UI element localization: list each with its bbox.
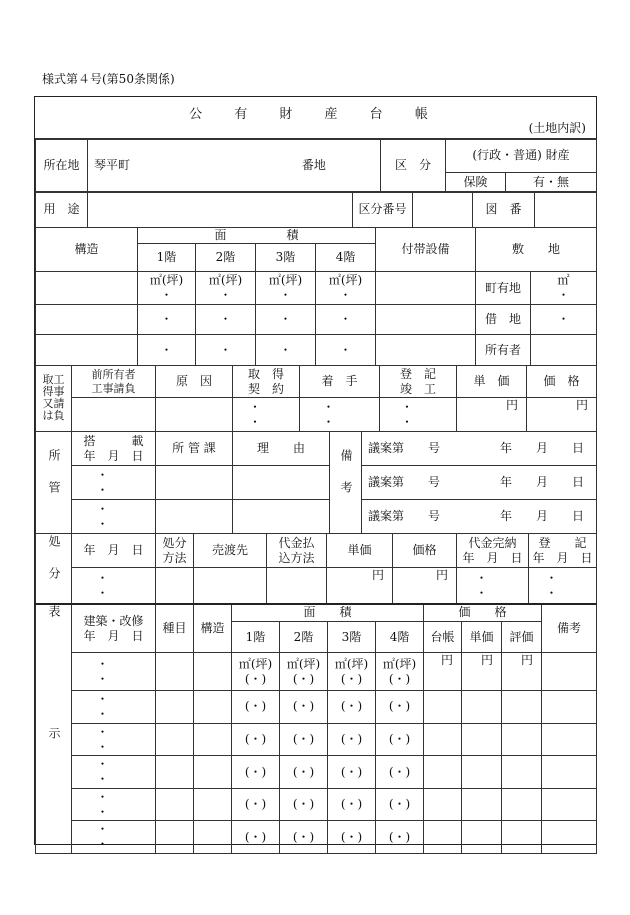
- shokan-ka-header: 所 管 課: [156, 432, 233, 466]
- shobun-register-field[interactable]: ・ ・: [529, 568, 597, 604]
- hoken-value: 有・無: [506, 173, 597, 193]
- area-table: [35, 227, 597, 366]
- ledger-price-field[interactable]: [424, 756, 462, 789]
- floor-3-field[interactable]: ㎡(坪) ・: [256, 272, 316, 305]
- shobun-table: [35, 533, 597, 604]
- acquire-side-label: 取工得事又請は負: [36, 366, 72, 432]
- hyoji-biko-field[interactable]: [542, 653, 597, 691]
- previous-owner-header: 前所有者 工事請負: [72, 366, 156, 398]
- shobun-method-header: 処分 方法: [156, 534, 194, 568]
- table-row: [36, 653, 597, 691]
- appraisal-field[interactable]: [502, 788, 542, 821]
- shobun-unit-price-header: 単価: [327, 534, 393, 568]
- floor-3-field[interactable]: ・: [256, 305, 316, 335]
- shokan-ka-field[interactable]: [156, 500, 233, 534]
- hyoji-kozo-field[interactable]: [194, 788, 232, 821]
- type-header: 種目: [156, 604, 194, 653]
- floor-2-header: 2階: [196, 244, 256, 272]
- shobun-price-header: 価格: [393, 534, 457, 568]
- previous-owner-field[interactable]: [72, 398, 156, 432]
- hyoji-floor-1-field[interactable]: (・): [232, 788, 280, 821]
- biko-label: 備考: [330, 432, 362, 534]
- table-row: [36, 821, 597, 854]
- shokan-ka-field[interactable]: [156, 466, 233, 500]
- shikichi-header: 敷 地: [476, 228, 597, 272]
- shokan-table: [35, 431, 597, 534]
- type-field[interactable]: [156, 756, 194, 789]
- hyoji-floor-3-field[interactable]: (・): [328, 756, 376, 789]
- table-row: [36, 756, 597, 789]
- hyoji-biko-field[interactable]: [542, 723, 597, 756]
- floor-4-header: 4階: [316, 244, 376, 272]
- appraisal-field[interactable]: [502, 821, 542, 854]
- type-field[interactable]: [156, 821, 194, 854]
- ledger-title-block: [35, 97, 596, 140]
- hyoji-floor-2-field[interactable]: (・): [280, 756, 328, 789]
- location-table: [35, 138, 597, 193]
- floor-1-field[interactable]: ・: [138, 335, 196, 366]
- use-field[interactable]: [88, 192, 353, 228]
- hyoji-kozo-field[interactable]: [194, 723, 232, 756]
- buyer-header: 売渡先: [194, 534, 267, 568]
- payment-method-field[interactable]: [267, 568, 327, 604]
- banchi-label: 番地: [301, 158, 326, 172]
- payment-complete-field[interactable]: ・ ・: [457, 568, 529, 604]
- hyoji-side-label: 表示: [36, 604, 72, 854]
- hyoji-floor-4-field[interactable]: (・): [376, 788, 424, 821]
- form-label: 様式第４号(第50条関係): [42, 72, 175, 86]
- buyer-field[interactable]: [194, 568, 267, 604]
- hyoji-floor-3-field[interactable]: (・): [328, 723, 376, 756]
- type-field[interactable]: [156, 788, 194, 821]
- floor-4-field[interactable]: ・: [316, 305, 376, 335]
- hyoji-floor-4-header: 4階: [376, 621, 424, 653]
- location-field[interactable]: [88, 139, 381, 193]
- floor-3-field[interactable]: ・: [256, 335, 316, 366]
- unit-price-header: 単 価: [457, 366, 527, 398]
- proposal-row[interactable]: 議案第 号 年 月 日: [362, 466, 597, 500]
- hyoji-kozo-header: 構造: [194, 604, 232, 653]
- floor-2-field[interactable]: ・: [196, 335, 256, 366]
- kozo-field[interactable]: [36, 335, 138, 366]
- payment-method-header: 代金払 込方法: [267, 534, 327, 568]
- hyoji-biko-field[interactable]: [542, 691, 597, 724]
- zuban-field[interactable]: [535, 192, 597, 228]
- ledger-price-field[interactable]: [424, 691, 462, 724]
- reason-field[interactable]: [233, 500, 330, 534]
- ledger-price-field[interactable]: [424, 788, 462, 821]
- reason-header: 理 由: [233, 432, 330, 466]
- floor-2-field[interactable]: ㎡(坪) ・: [196, 272, 256, 305]
- hyoji-kozo-field[interactable]: [194, 653, 232, 691]
- tosai-header: 搭 載 年 月 日: [72, 432, 156, 466]
- floor-4-field[interactable]: ・: [316, 335, 376, 366]
- cause-header: 原 因: [156, 366, 233, 398]
- hyoji-floor-3-header: 3階: [328, 621, 376, 653]
- build-date-field[interactable]: ・ ・: [72, 756, 156, 789]
- hyoji-floor-2-header: 2階: [280, 621, 328, 653]
- hyoji-floor-2-field[interactable]: (・): [280, 723, 328, 756]
- type-field[interactable]: [156, 653, 194, 691]
- hyoji-floor-1-header: 1階: [232, 621, 280, 653]
- hyoji-floor-1-field[interactable]: (・): [232, 756, 280, 789]
- hyoji-floor-2-field[interactable]: (・): [280, 691, 328, 724]
- price-header: 価 格: [527, 366, 597, 398]
- hyoji-floor-3-field[interactable]: (・): [328, 788, 376, 821]
- proposal-row[interactable]: 議案第 号 年 月 日: [362, 500, 597, 534]
- hyoji-floor-4-field[interactable]: (・): [376, 691, 424, 724]
- hyoji-floor-1-field[interactable]: ㎡(坪) (・): [232, 653, 280, 691]
- hyoji-menseki-header: 面 積: [232, 604, 424, 621]
- hyoji-floor-3-field[interactable]: (・): [328, 691, 376, 724]
- floor-2-field[interactable]: ・: [196, 305, 256, 335]
- shobun-side-label: 処分: [36, 534, 72, 604]
- appraisal-field[interactable]: [502, 723, 542, 756]
- fuzoku-field[interactable]: [376, 335, 476, 366]
- shobun-unit-price-field[interactable]: 円: [327, 568, 393, 604]
- fuzoku-field[interactable]: [376, 305, 476, 335]
- acquire-contract-header: 取 得 契 約: [233, 366, 300, 398]
- appraisal-field[interactable]: 円: [502, 653, 542, 691]
- fuzoku-header: 付帯設備: [376, 228, 476, 272]
- type-field[interactable]: [156, 723, 194, 756]
- type-field[interactable]: [156, 691, 194, 724]
- table-row: [36, 723, 597, 756]
- hyoji-unit-price-field[interactable]: 円: [462, 653, 502, 691]
- hyoji-floor-1-field[interactable]: (・): [232, 821, 280, 854]
- hyoji-floor-1-field[interactable]: (・): [232, 691, 280, 724]
- hyoji-kozo-field[interactable]: [194, 756, 232, 789]
- start-header: 着 手: [300, 366, 380, 398]
- hyoji-table: [35, 603, 597, 854]
- reason-field[interactable]: [233, 466, 330, 500]
- floor-1-field[interactable]: ・: [138, 305, 196, 335]
- ledger-price-header: 台帳: [424, 621, 462, 653]
- hyoji-floor-1-field[interactable]: (・): [232, 723, 280, 756]
- shobun-register-header: 登 記 年 月 日: [529, 534, 597, 568]
- ledger-price-field[interactable]: [424, 723, 462, 756]
- kubun-value: (行政・普通) 財産: [446, 139, 597, 173]
- shobun-date-header: 年 月 日: [72, 534, 156, 568]
- proposal-row[interactable]: 議案第 号 年 月 日: [362, 432, 597, 466]
- shobun-price-field[interactable]: 円: [393, 568, 457, 604]
- hyoji-kakaku-header: 価 格: [424, 604, 542, 621]
- land-row-value[interactable]: ・: [531, 305, 597, 335]
- ledger-price-field[interactable]: [424, 821, 462, 854]
- shobun-date-field[interactable]: ・ ・: [72, 568, 156, 604]
- floor-1-header: 1階: [138, 244, 196, 272]
- menseki-header: 面 積: [138, 228, 376, 244]
- hyoji-floor-4-field[interactable]: (・): [376, 723, 424, 756]
- shobun-method-field[interactable]: [156, 568, 194, 604]
- land-row-label: 借 地: [476, 305, 531, 335]
- unit-price-field[interactable]: 円: [457, 398, 527, 432]
- ledger-subtitle: (土地内訳): [528, 121, 586, 135]
- hyoji-kozo-field[interactable]: [194, 821, 232, 854]
- kozo-header: 構造: [36, 228, 138, 272]
- build-date-field[interactable]: ・ ・: [72, 821, 156, 854]
- hyoji-floor-2-field[interactable]: (・): [280, 788, 328, 821]
- fuzoku-field[interactable]: [376, 272, 476, 305]
- hyoji-unit-price-field[interactable]: [462, 821, 502, 854]
- kozo-field[interactable]: [36, 272, 138, 305]
- build-date-field[interactable]: ・ ・: [72, 723, 156, 756]
- hyoji-unit-price-field[interactable]: [462, 756, 502, 789]
- hyoji-floor-3-field[interactable]: ㎡(坪) (・): [328, 653, 376, 691]
- floor-1-field[interactable]: ㎡(坪) ・: [138, 272, 196, 305]
- appraisal-header: 評価: [502, 621, 542, 653]
- hyoji-floor-4-field[interactable]: ㎡(坪) (・): [376, 653, 424, 691]
- build-date-header: 建築・改修 年 月 日: [72, 604, 156, 653]
- hyoji-floor-3-field[interactable]: (・): [328, 821, 376, 854]
- hyoji-unit-price-field[interactable]: [462, 723, 502, 756]
- tosai-date-field[interactable]: ・ ・: [72, 466, 156, 500]
- land-row-value[interactable]: [531, 335, 597, 366]
- floor-3-header: 3階: [256, 244, 316, 272]
- ledger-title: 公 有 財 産 台 帳: [189, 107, 442, 122]
- build-date-field[interactable]: ・ ・: [72, 691, 156, 724]
- land-row-value[interactable]: ㎡ ・: [531, 272, 597, 305]
- location-label: 所在地: [36, 139, 88, 193]
- zuban-label: 図 番: [473, 192, 535, 228]
- appraisal-field[interactable]: [502, 691, 542, 724]
- hoken-label: 保険: [446, 173, 506, 193]
- hyoji-unit-price-field[interactable]: [462, 691, 502, 724]
- shokan-side-label: 所管: [36, 432, 72, 534]
- build-date-field[interactable]: ・ ・: [72, 653, 156, 691]
- appraisal-field[interactable]: [502, 756, 542, 789]
- hyoji-biko-field[interactable]: [542, 756, 597, 789]
- complete-date-field[interactable]: ・ ・: [380, 398, 457, 432]
- hyoji-kozo-field[interactable]: [194, 691, 232, 724]
- hyoji-floor-4-field[interactable]: (・): [376, 821, 424, 854]
- tosai-date-field[interactable]: ・ ・: [72, 500, 156, 534]
- table-row: [36, 691, 597, 724]
- hyoji-floor-2-field[interactable]: ㎡(坪) (・): [280, 653, 328, 691]
- hyoji-biko-field[interactable]: [542, 821, 597, 854]
- ledger-price-field[interactable]: 円: [424, 653, 462, 691]
- use-label: 用 途: [36, 192, 88, 228]
- kubun-no-label: 区分番号: [353, 192, 413, 228]
- hyoji-floor-4-field[interactable]: (・): [376, 756, 424, 789]
- register-complete-header: 登 記 竣 工: [380, 366, 457, 398]
- town-name: 琴平町: [94, 158, 131, 172]
- acquire-table: [35, 365, 597, 432]
- cause-field[interactable]: [156, 398, 233, 432]
- hyoji-biko-field[interactable]: [542, 788, 597, 821]
- land-row-label: 所有者: [476, 335, 531, 366]
- build-date-field[interactable]: ・ ・: [72, 788, 156, 821]
- floor-4-field[interactable]: ㎡(坪) ・: [316, 272, 376, 305]
- start-date-field[interactable]: ・ ・: [300, 398, 380, 432]
- use-table: [35, 191, 597, 228]
- hyoji-unit-price-header: 単価: [462, 621, 502, 653]
- kubun-no-field[interactable]: [413, 192, 473, 228]
- acquire-date-field[interactable]: ・ ・: [233, 398, 300, 432]
- kubun-label: 区 分: [381, 139, 446, 193]
- table-row: [36, 788, 597, 821]
- price-field[interactable]: 円: [527, 398, 597, 432]
- hyoji-unit-price-field[interactable]: [462, 788, 502, 821]
- hyoji-floor-2-field[interactable]: (・): [280, 821, 328, 854]
- hyoji-biko-header: 備考: [542, 604, 597, 653]
- land-row-label: 町有地: [476, 272, 531, 305]
- payment-complete-header: 代金完納 年 月 日: [457, 534, 529, 568]
- kozo-field[interactable]: [36, 305, 138, 335]
